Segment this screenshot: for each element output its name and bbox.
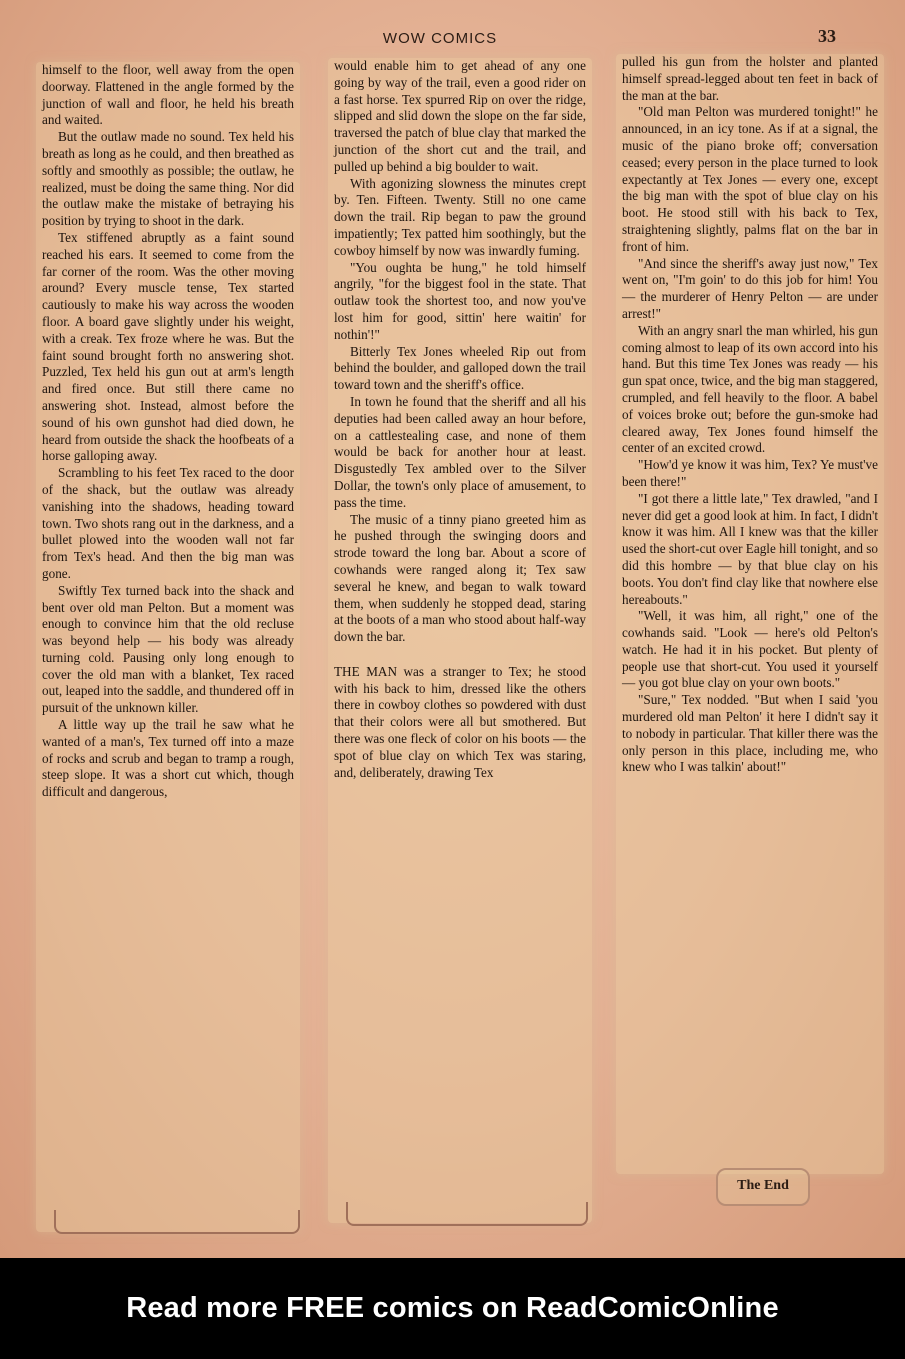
- paragraph: Tex stiffened abruptly as a faint sound reached his ears. It seemed to come from the far corner of the room. Was the other moving around? Every muscle tense, Tex started cautiously to make his way across the wooden floor. A board gave slightly under his weight, with a creak. Tex froze where he was. But the faint sound brought forth no answering shot. Puzzled, Tex held his gun out at arm's length and fired once. But still there came no answering shot. Instead, almost before the sound of his own gunshot had died down, he heard from outside the shack the hoofbeats of a horse galloping away.: [42, 229, 294, 464]
- paragraph: "Sure," Tex nodded. "But when I said 'you murdered old man Pelton' it here I didn't say it to nobody in particular. That killer there was the only person in this place, including me, who knew who I was talkin' about!": [622, 692, 878, 775]
- the-end-mark: The End: [716, 1168, 810, 1206]
- promo-banner-text[interactable]: Read more FREE comics on ReadComicOnline: [126, 1292, 779, 1324]
- paragraph: "I got there a little late," Tex drawled, "and I never did get a good look at him. In fact, I didn't know it was him. All I knew was that the killer used the short-cut over Eagle hill tonight, and so did this hombre — by that blue clay on his boots. You don't find clay like that nowhere else hereabouts.": [622, 490, 879, 607]
- page-header-title: WOW COMICS: [382, 30, 498, 47]
- paragraph: would enable him to get ahead of any one going by way of the trail, even a good rider on a fast horse. Tex spurred Rip on over the ridge, slipped and slid down the slope on the far side, traversed the patch of blue clay that marked the junction of the short cut and the trail, and pulled up behind a big boulder to wait.: [334, 58, 586, 174]
- paragraph: Scrambling to his feet Tex raced to the door of the shack, but the outlaw was already vanishing into the shadows, heading toward town. Two shots rang out in the darkness, and a bullet plowed into the wooden wall not far from Tex's head. And then the big man was gone.: [42, 465, 294, 581]
- paragraph: In town he found that the sheriff and all his deputies had been called away an hour before, on a cattlestealing case, and none of them would be back for another hour at least. Disgustedly Tex ambled over to the Silver Dollar, the town's only place of amusement, to pass the time.: [334, 393, 586, 510]
- text-column-3: [616, 54, 884, 1174]
- paragraph: With an angry snarl the man whirled, his gun coming almost to leap of its own accord into his hand. But this time Tex Jones was ready — his gun spat once, twice, and the big man staggered, crumpled, and fell heavily to the floor. A babel of voices broke out; before the gun-smoke had cleared away, Tex Jones found himself the center of an excited crowd.: [622, 322, 878, 456]
- paragraph: "You oughta be hung," he told himself angrily, "for the biggest fool in the state. That outlaw took the shortest too, and now you've lost him for good, sittin' here waitin' for nothin'!": [334, 259, 586, 342]
- promo-banner[interactable]: [0, 1258, 905, 1359]
- paragraph: "How'd ye know it was him, Tex? Ye must've been there!": [622, 457, 878, 489]
- text-column-2: [328, 58, 592, 1223]
- paragraph: But the outlaw made no sound. Tex held his breath as long as he could, and then breathed as softly and smoothly as possible; the outlaw, he realized, must be doing the same thing. Nor did the outlaw make the mistake of betraying his position by trying to shoot in the dark.: [42, 129, 294, 229]
- dropcap-paragraph: THE MAN was a stranger to Tex; he stood with his back to him, dressed like the others there in cowboy clothes so powdered with dust that their colors were all but smothered. But there was one fleck of color on his boots — the spot of blue clay on which Tex was staring, and, deliberately, drawing Tex: [334, 663, 586, 780]
- paragraph: "Old man Pelton was murdered tonight!" he announced, in an icy tone. As if at a signal, the music of the piano broke off; conversation ceased; every person in the place turned to look expectantly at Tex Jones — every one, except the big man with the spot of blue clay on his boot. He stood still with his back to Tex, straightening slightly, palms flat on the bar in front of him.: [622, 104, 878, 254]
- text-column-1: [36, 62, 300, 1232]
- section-break-block: [334, 664, 586, 782]
- paragraph: With agonizing slowness the minutes crept by. Ten. Fifteen. Twenty. Still no one came down the trail. Rip began to paw the ground impatiently; Tex patted him soothingly, but the cowboy himself by now was inwardly fuming.: [334, 175, 586, 258]
- page-number: 33: [818, 26, 836, 46]
- paragraph: pulled his gun from the holster and planted himself spread-legged about ten feet in back of the man at the bar.: [622, 54, 878, 103]
- paragraph: A little way up the trail he saw what he wanted of a man's, Tex turned off into a maze of rocks and scrub and began to tramp a rough, steep slope. It was a short cut which, though difficult and dangerous,: [42, 717, 294, 800]
- paragraph: Swiftly Tex turned back into the shack and bent over old man Pelton. But a moment was enough to convince him that the old recluse was beyond help — his body was already turning cold. Pausing only long enough to cover the old man with a blanket, Tex raced out, leaped into the saddle, and thundered off in pursuit of the unknown killer.: [42, 582, 294, 716]
- paragraph: "Well, it was him, all right," one of the cowhands said. "Look — here's old Pelton's watch. He had it in his pocket. But plenty of people use that short-cut. You used it yourself — you got blue clay on your own boots.": [622, 608, 878, 691]
- column-bottom-frame: [54, 1210, 300, 1234]
- column-bottom-frame: [346, 1202, 588, 1226]
- paragraph: himself to the floor, well away from the open doorway. Flattened in the angle formed by the junction of wall and floor, he held his breath and waited.: [42, 62, 294, 128]
- paragraph: Bitterly Tex Jones wheeled Rip out from behind the boulder, and galloped down the trail toward town and the sheriff's office.: [334, 343, 586, 393]
- paragraph: The music of a tinny piano greeted him as he pushed through the swinging doors and strode toward the long bar. About a score of cowhands were ranged along it; Tex saw several he knew, and began to walk toward them, when suddenly he stopped dead, staring at the boots of a man who stood about half-way down the bar.: [334, 511, 586, 645]
- paragraph: "And since the sheriff's away just now," Tex went on, "I'm goin' to do this job for him! You — the murderer of Henry Pelton — are under arrest!": [622, 255, 878, 321]
